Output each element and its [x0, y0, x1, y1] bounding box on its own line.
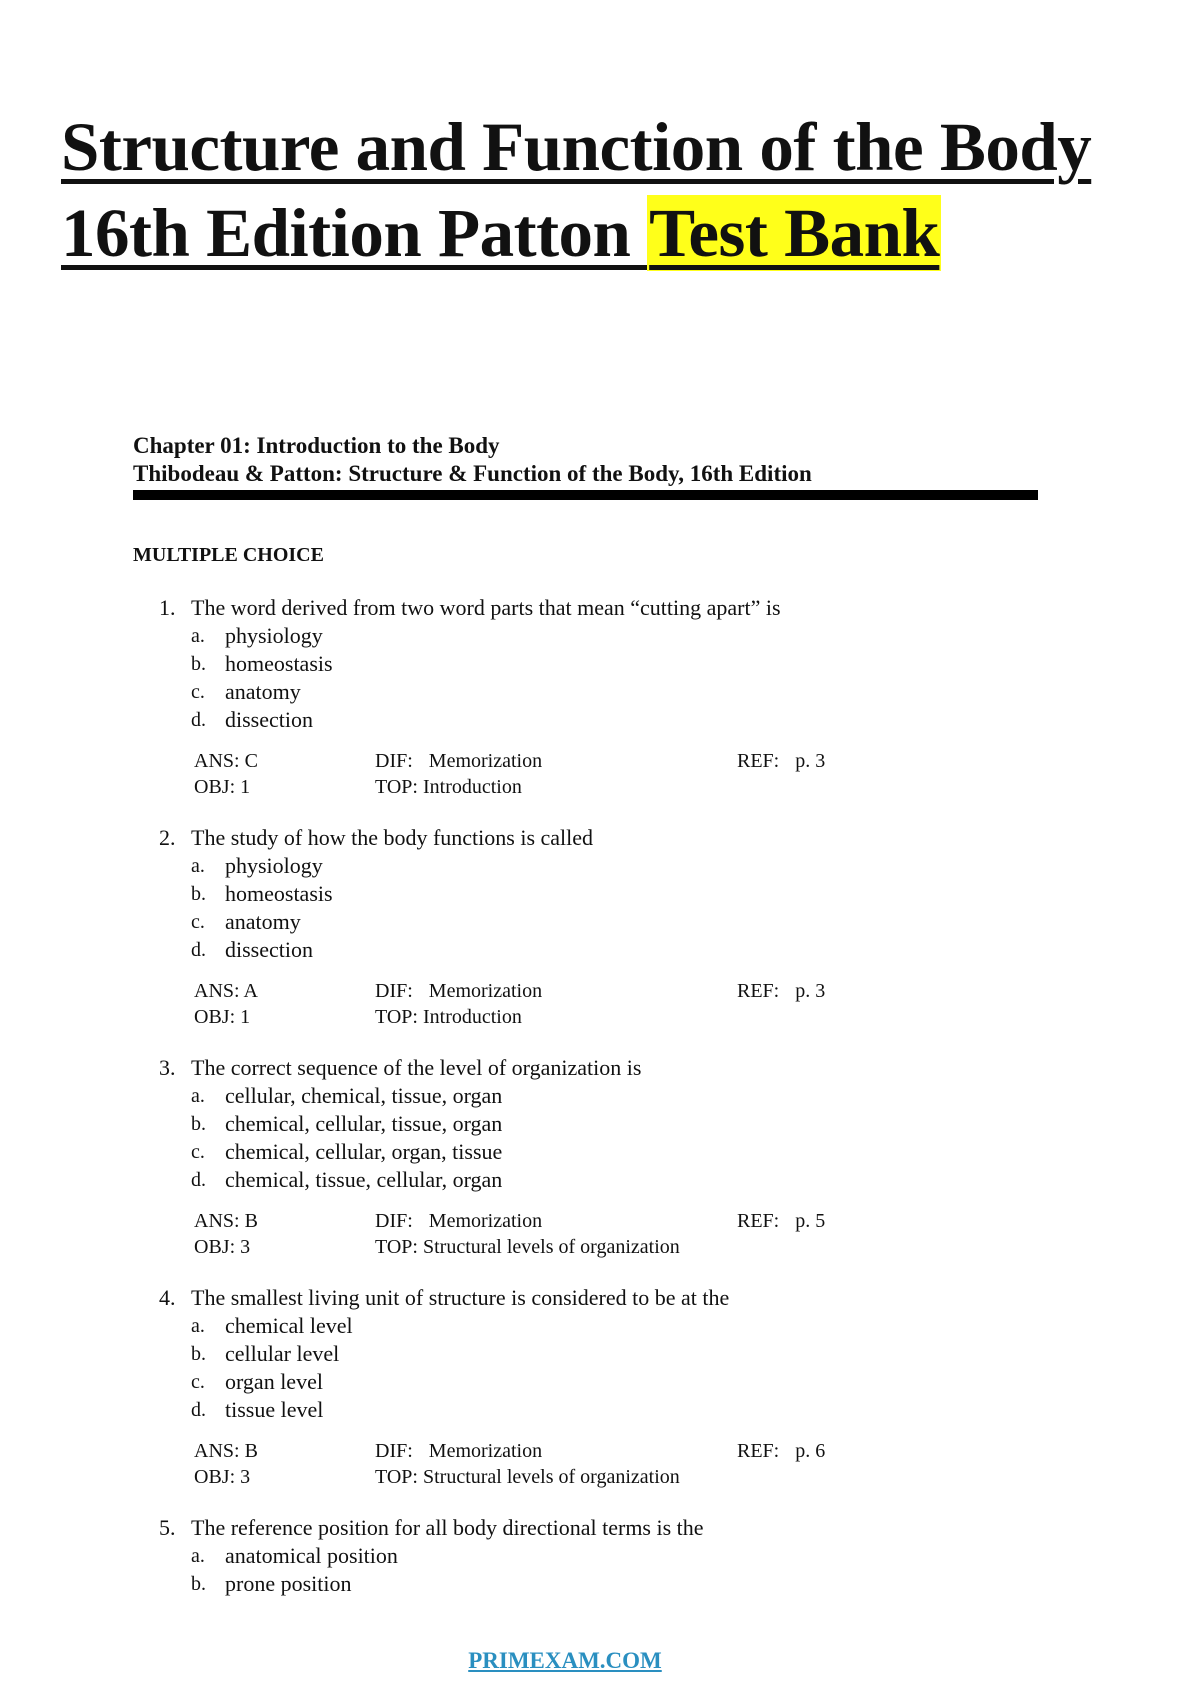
- option-d: d. tissue level: [191, 1397, 324, 1422]
- objective: OBJ: 1: [194, 1006, 251, 1028]
- option-a: a. physiology: [191, 623, 323, 648]
- book-citation: Thibodeau & Patton: Structure & Function of the Body, 16th Edition: [133, 461, 812, 486]
- topic: TOP: Structural levels of organization: [375, 1236, 680, 1258]
- question-stem: The reference position for all body directional terms is the: [191, 1515, 704, 1540]
- reference: REF: p. 6: [737, 1440, 826, 1462]
- answer-metadata: [159, 1208, 1059, 1260]
- question-2: [159, 824, 1059, 1030]
- objective: OBJ: 3: [194, 1236, 251, 1258]
- reference: REF: p. 3: [737, 980, 826, 1002]
- difficulty: DIF: Memorization: [375, 1210, 543, 1232]
- objective: OBJ: 3: [194, 1466, 251, 1488]
- question-stem: The correct sequence of the level of organization is: [191, 1055, 642, 1080]
- difficulty: DIF: Memorization: [375, 980, 543, 1002]
- question-stem: The smallest living unit of structure is considered to be at the: [191, 1285, 730, 1310]
- question-1: [159, 594, 1059, 800]
- option-a: a. anatomical position: [191, 1543, 398, 1568]
- answer-metadata: [159, 1438, 1059, 1490]
- option-c: c. organ level: [191, 1369, 323, 1394]
- option-d: d. chemical, tissue, cellular, organ: [191, 1167, 503, 1192]
- question-number: 2.: [159, 825, 176, 850]
- option-b: b. homeostasis: [191, 881, 333, 906]
- option-b: b. prone position: [191, 1571, 352, 1596]
- difficulty: DIF: Memorization: [375, 1440, 543, 1462]
- question-number: 5.: [159, 1515, 176, 1540]
- topic: TOP: Introduction: [375, 776, 522, 798]
- chapter-divider: [133, 490, 1038, 500]
- answer: ANS: B: [194, 1440, 258, 1462]
- answer: ANS: A: [194, 980, 258, 1002]
- topic: TOP: Structural levels of organization: [375, 1466, 680, 1488]
- option-d: d. dissection: [191, 937, 313, 962]
- option-c: c. anatomy: [191, 679, 301, 704]
- document-title: [61, 104, 1161, 276]
- title-line-2: [61, 190, 941, 276]
- option-c: c. chemical, cellular, organ, tissue: [191, 1139, 503, 1164]
- option-d: d. dissection: [191, 707, 313, 732]
- difficulty: DIF: Memorization: [375, 750, 543, 772]
- reference: REF: p. 3: [737, 750, 826, 772]
- title-line-1: Structure and Function of the Body: [61, 109, 1092, 185]
- option-c: c. anatomy: [191, 909, 301, 934]
- answer: ANS: C: [194, 750, 258, 772]
- chapter-header: [133, 432, 1038, 488]
- question-stem: The word derived from two word parts that mean “cutting apart” is: [191, 595, 781, 620]
- question-stem: The study of how the body functions is called: [191, 825, 594, 850]
- option-b: b. cellular level: [191, 1341, 340, 1366]
- question-4: [159, 1284, 1059, 1490]
- answer: ANS: B: [194, 1210, 258, 1232]
- question-list: [159, 594, 1059, 1622]
- option-b: b. chemical, cellular, tissue, organ: [191, 1111, 503, 1136]
- option-a: a. chemical level: [191, 1313, 353, 1338]
- question-number: 4.: [159, 1285, 176, 1310]
- title-line-2-plain: 16th Edition Patton: [61, 195, 648, 271]
- chapter-title: Chapter 01: Introduction to the Body: [133, 433, 500, 458]
- question-number: 1.: [159, 595, 176, 620]
- question-number: 3.: [159, 1055, 176, 1080]
- topic: TOP: Introduction: [375, 1006, 522, 1028]
- answer-metadata: [159, 748, 1059, 800]
- question-5: [159, 1514, 1059, 1598]
- option-b: b. homeostasis: [191, 651, 333, 676]
- objective: OBJ: 1: [194, 776, 251, 798]
- option-a: a. cellular, chemical, tissue, organ: [191, 1083, 503, 1108]
- question-3: [159, 1054, 1059, 1260]
- footer-website-link[interactable]: PRIMEXAM.COM: [468, 1648, 662, 1673]
- option-a: a. physiology: [191, 853, 323, 878]
- reference: REF: p. 5: [737, 1210, 826, 1232]
- title-highlight: Test Bank: [649, 195, 940, 271]
- section-heading: MULTIPLE CHOICE: [133, 544, 324, 566]
- answer-metadata: [159, 978, 1059, 1030]
